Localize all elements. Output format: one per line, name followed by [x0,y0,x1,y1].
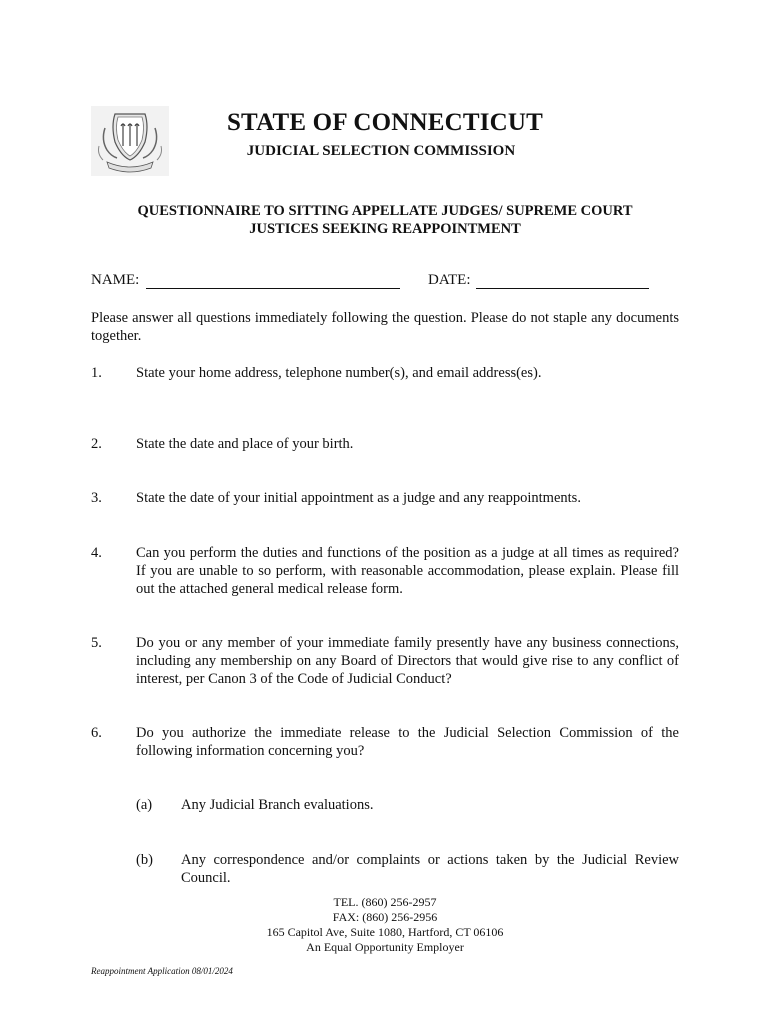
page-title: STATE OF CONNECTICUT [226,109,544,136]
date-field-line[interactable] [476,288,649,289]
question-number: 1. [91,365,102,381]
questionnaire-title-line2: JUSTICES SEEKING REAPPOINTMENT [249,221,521,237]
subitem-label: (b) [136,852,153,868]
footer-address: 165 Capitol Ave, Suite 1080, Hartford, CT 06106 [266,925,504,939]
question-number: 3. [91,490,102,506]
question-number: 5. [91,635,102,651]
subitem-label: (a) [136,797,153,813]
subitem-text: Any Judicial Branch evaluations. [181,797,374,813]
footer-telephone: TEL. (860) 256-2957 [333,895,437,909]
question-text: Do you or any member of your immediate family presently have any business connections, including any membership on any Board of Directors that would give rise to any conflict of interest, per Canon 3 of the Code of Judicial Conduct? [136,635,679,687]
question-number: 4. [91,545,102,561]
document-version-footnote: Reappointment Application 08/01/2024 [91,966,233,976]
questionnaire-title [91,202,679,238]
instructions: Please answer all questions immediately following the question. Please do not staple any documents together. [91,310,679,344]
footer-eeo-statement: An Equal Opportunity Employer [306,940,464,954]
footer-fax: FAX: (860) 256-2956 [332,910,438,924]
commission-name: JUDICIAL SELECTION COMMISSION [246,143,516,159]
question-text: Do you authorize the immediate release to the Judicial Selection Commission of the following information concerning you? [136,725,679,759]
questionnaire-title-line1: QUESTIONNAIRE TO SITTING APPELLATE JUDGES/ SUPREME COURT [137,203,633,219]
name-label: NAME: [91,272,140,288]
question-number: 2. [91,436,102,452]
question-text: Can you perform the duties and functions of the position as a judge at all times as required? If you are unable to so perform, with reasonable accommodation, please explain. Please fill out the attached general medical release form. [136,545,679,597]
question-number: 6. [91,725,102,741]
question-text: State the date and place of your birth. [136,436,354,452]
name-field-line[interactable] [146,288,400,289]
question-text: State the date of your initial appointment as a judge and any reappointments. [136,490,581,506]
date-label: DATE: [428,272,471,288]
subitem-text: Any correspondence and/or complaints or actions taken by the Judicial Review Council. [181,852,679,886]
question-text: State your home address, telephone number(s), and email address(es). [136,365,542,381]
